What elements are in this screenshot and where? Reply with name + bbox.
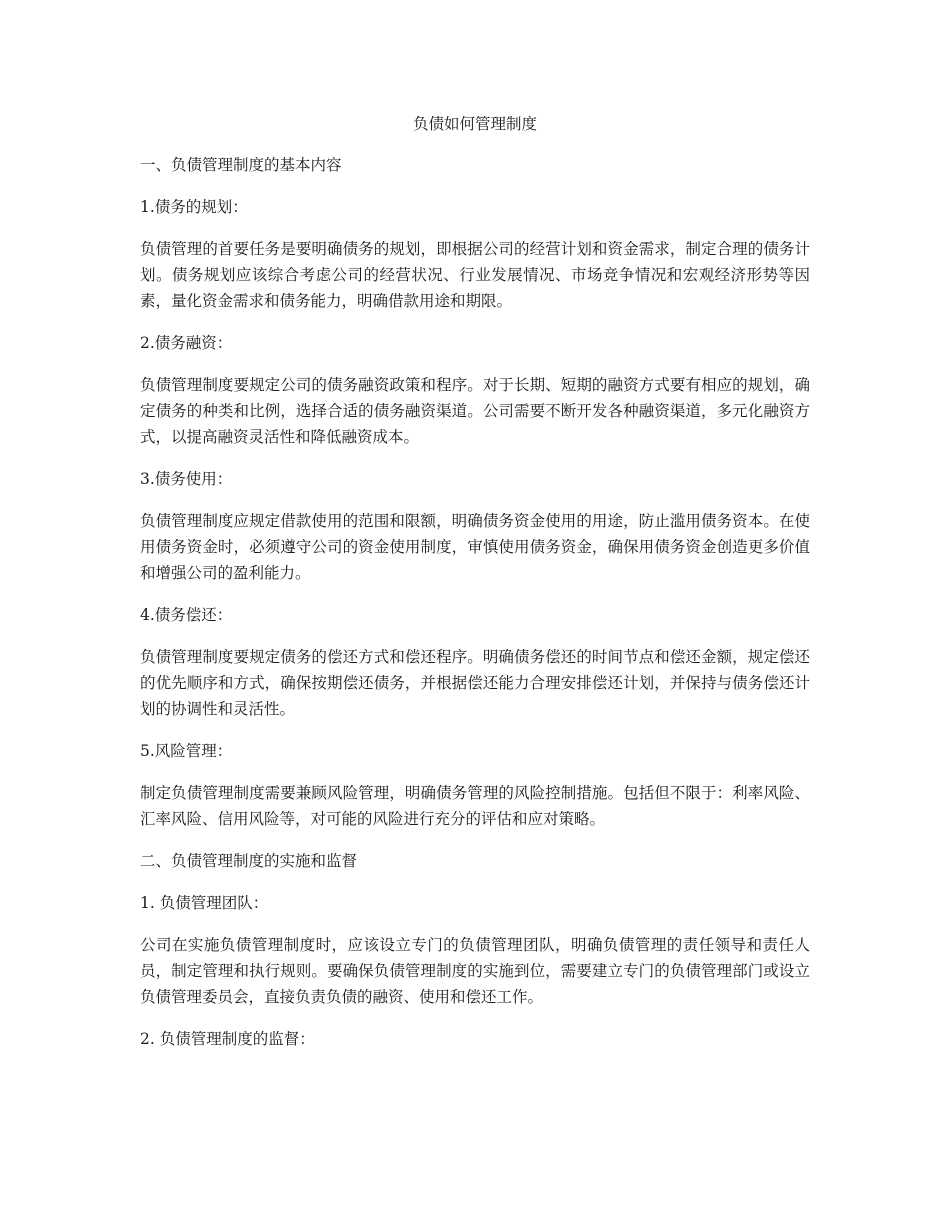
subheading-management-team: 1. 负债管理团队： <box>140 894 269 912</box>
document-title: 负债如何管理制度 <box>412 115 537 133</box>
subheading-supervision: 2. 负债管理制度的监督： <box>140 1030 315 1048</box>
subheading-debt-financing: 2.债务融资： <box>140 334 233 352</box>
subheading-risk-management: 5.风险管理： <box>140 742 233 760</box>
subheading-debt-usage: 3.债务使用： <box>140 470 233 488</box>
paragraph-debt-repayment: 负债管理制度要规定债务的偿还方式和偿还程序。明确债务偿还的时间节点和偿还金额，规定偿还的优先顺序和方式，确保按期偿还债务，并根据偿还能力合理安排偿还计划，并保持与债务偿还计划的协调性和灵活性。 <box>140 648 810 718</box>
section-heading-1: 一、负债管理制度的基本内容 <box>140 156 342 174</box>
paragraph-debt-usage: 负债管理制度应规定借款使用的范围和限额，明确债务资金使用的用途，防止滥用债务资本。在使用债务资金时，必须遵守公司的资金使用制度，审慎使用债务资金，确保用债务资金创造更多价值和增强公司的盈利能力。 <box>140 512 810 582</box>
paragraph-management-team: 公司在实施负债管理制度时，应该设立专门的负债管理团队，明确负债管理的责任领导和责任人员，制定管理和执行规则。要确保负债管理制度的实施到位，需要建立专门的负债管理部门或设立负债管理委员会，直接负责负债的融资、使用和偿还工作。 <box>140 936 810 1006</box>
document-body <box>140 152 810 1068</box>
subheading-debt-repayment: 4.债务偿还： <box>140 606 233 624</box>
subheading-debt-planning: 1.债务的规划： <box>140 198 248 216</box>
section-heading-2: 二、负债管理制度的实施和监督 <box>140 852 358 870</box>
paragraph-risk-management: 制定负债管理制度需要兼顾风险管理，明确债务管理的风险控制措施。包括但不限于：利率风险、汇率风险、信用风险等，对可能的风险进行充分的评估和应对策略。 <box>140 784 810 828</box>
paragraph-debt-financing: 负债管理制度要规定公司的债务融资政策和程序。对于长期、短期的融资方式要有相应的规划，确定债务的种类和比例，选择合适的债务融资渠道。公司需要不断开发各种融资渠道，多元化融资方式，以提高融资灵活性和降低融资成本。 <box>140 376 810 446</box>
paragraph-debt-planning: 负债管理的首要任务是要明确债务的规划，即根据公司的经营计划和资金需求，制定合理的债务计划。债务规划应该综合考虑公司的经营状况、行业发展情况、市场竞争情况和宏观经济形势等因素，量化资金需求和债务能力，明确借款用途和期限。 <box>140 240 810 310</box>
